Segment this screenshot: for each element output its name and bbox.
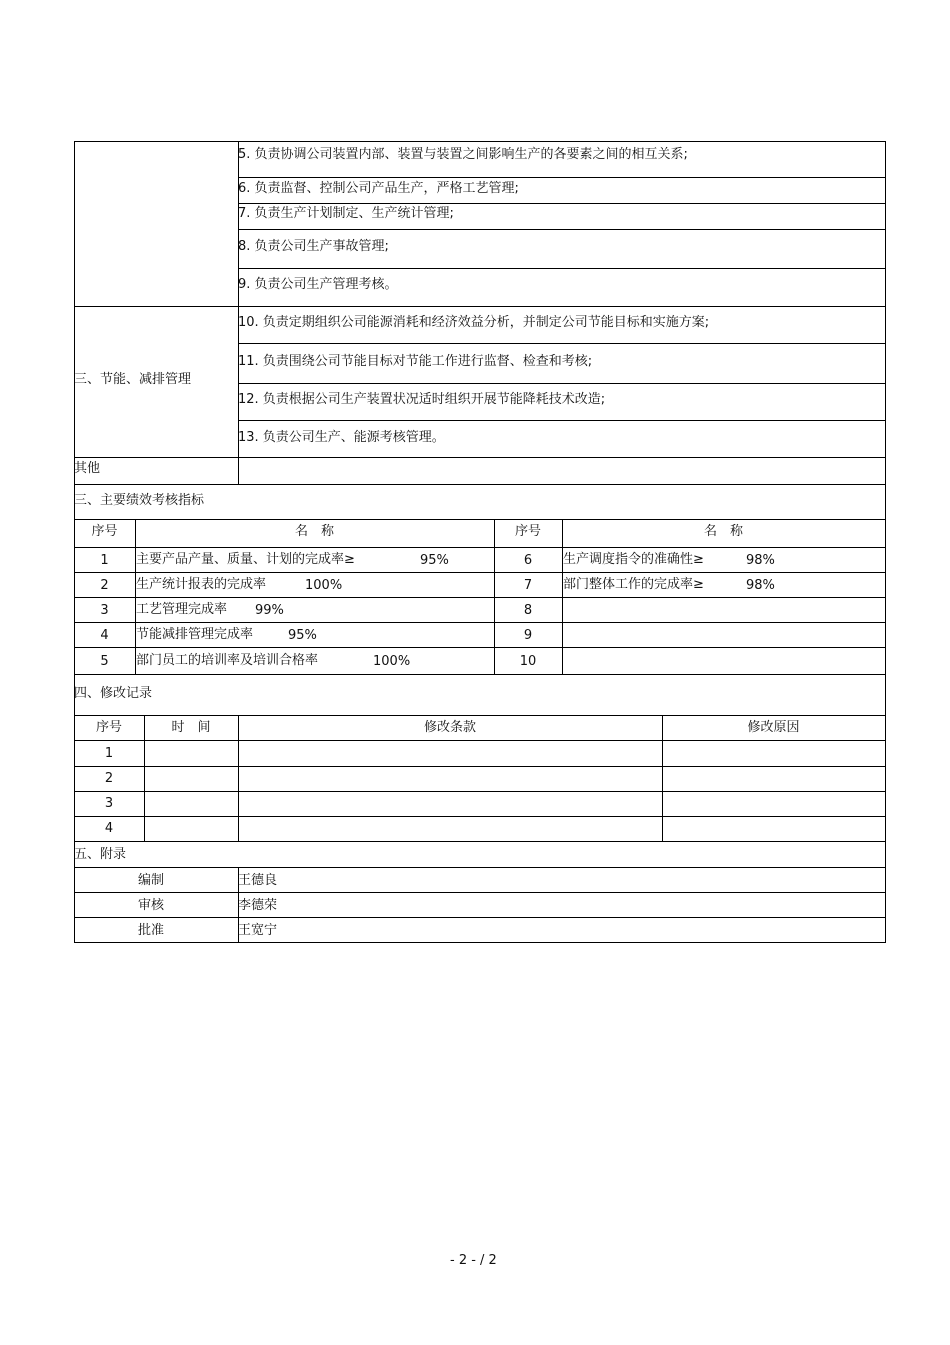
kpi-no: 6	[523, 553, 533, 568]
revision-title: 四、修改记录	[74, 686, 153, 701]
duty-item: 5. 负责协调公司装置内部、装置与装置之间影响生产的各要素之间的相互关系;	[238, 147, 688, 162]
revision-row-no: 4	[104, 821, 114, 836]
kpi-value: 95%	[288, 628, 317, 643]
kpi-header-no-right: 序号	[514, 524, 541, 539]
kpi-no: 1	[100, 553, 109, 568]
duty-item: 9. 负责公司生产管理考核。	[238, 277, 398, 292]
revision-row-no: 3	[104, 796, 114, 811]
revision-header-time: 时 间	[171, 720, 211, 735]
kpi-name: 主要产品产量、质量、计划的完成率≥	[136, 552, 355, 567]
kpi-name: 节能减排管理完成率	[136, 627, 254, 642]
kpi-no: 2	[100, 578, 109, 593]
kpi-name: 部门整体工作的完成率≥	[563, 577, 704, 592]
other-label: 其他	[74, 461, 101, 476]
appendix-label: 审核	[138, 898, 165, 913]
kpi-value: 99%	[255, 603, 284, 618]
kpi-header-name-left: 名 称	[294, 524, 334, 539]
kpi-value: 100%	[373, 654, 411, 669]
kpi-no: 9	[523, 628, 533, 643]
kpi-no: 4	[100, 628, 109, 643]
duty-item: 10. 负责定期组织公司能源消耗和经济效益分析，并制定公司节能目标和实施方案;	[238, 315, 710, 330]
energy-section-label: 三、节能、减排管理	[74, 372, 192, 387]
kpi-header-name-right: 名 称	[703, 524, 743, 539]
appendix-value: 李德荣	[238, 898, 278, 913]
kpi-no: 5	[100, 654, 109, 669]
appendix-label: 批准	[138, 923, 165, 938]
kpi-no: 8	[523, 603, 533, 618]
duty-item: 11. 负责围绕公司节能目标对节能工作进行监督、检查和考核;	[238, 354, 593, 369]
kpi-title: 三、主要绩效考核指标	[74, 493, 205, 508]
kpi-no: 7	[523, 578, 533, 593]
revision-row-no: 1	[104, 746, 114, 761]
kpi-name: 生产统计报表的完成率	[136, 577, 267, 592]
kpi-header-no-left: 序号	[91, 524, 118, 539]
revision-header-no: 序号	[95, 720, 122, 735]
revision-row-no: 2	[104, 771, 114, 786]
page-number: - 2 - / 2	[450, 1253, 497, 1268]
kpi-name: 部门员工的培训率及培训合格率	[136, 653, 319, 668]
appendix-value: 王宽宁	[238, 923, 278, 938]
kpi-value: 95%	[420, 553, 449, 568]
kpi-value: 98%	[746, 578, 775, 593]
duty-item: 8. 负责公司生产事故管理;	[238, 239, 389, 254]
duty-item: 12. 负责根据公司生产装置状况适时组织开展节能降耗技术改造;	[238, 392, 606, 407]
appendix-label: 编制	[138, 873, 165, 888]
revision-header-reason: 修改原因	[747, 720, 800, 735]
kpi-value: 100%	[305, 578, 343, 593]
kpi-no: 10	[519, 654, 537, 669]
revision-header-clause: 修改条款	[423, 720, 476, 735]
kpi-name: 生产调度指令的准确性≥	[563, 552, 704, 567]
duty-item: 7. 负责生产计划制定、生产统计管理;	[238, 206, 454, 221]
kpi-no: 3	[100, 603, 109, 618]
duty-item: 13. 负责公司生产、能源考核管理。	[238, 430, 445, 445]
kpi-name: 工艺管理完成率	[136, 602, 228, 617]
appendix-value: 王德良	[238, 873, 278, 888]
appendix-title: 五、附录	[74, 847, 127, 862]
kpi-value: 98%	[746, 553, 775, 568]
duty-item: 6. 负责监督、控制公司产品生产，严格工艺管理;	[238, 181, 519, 196]
